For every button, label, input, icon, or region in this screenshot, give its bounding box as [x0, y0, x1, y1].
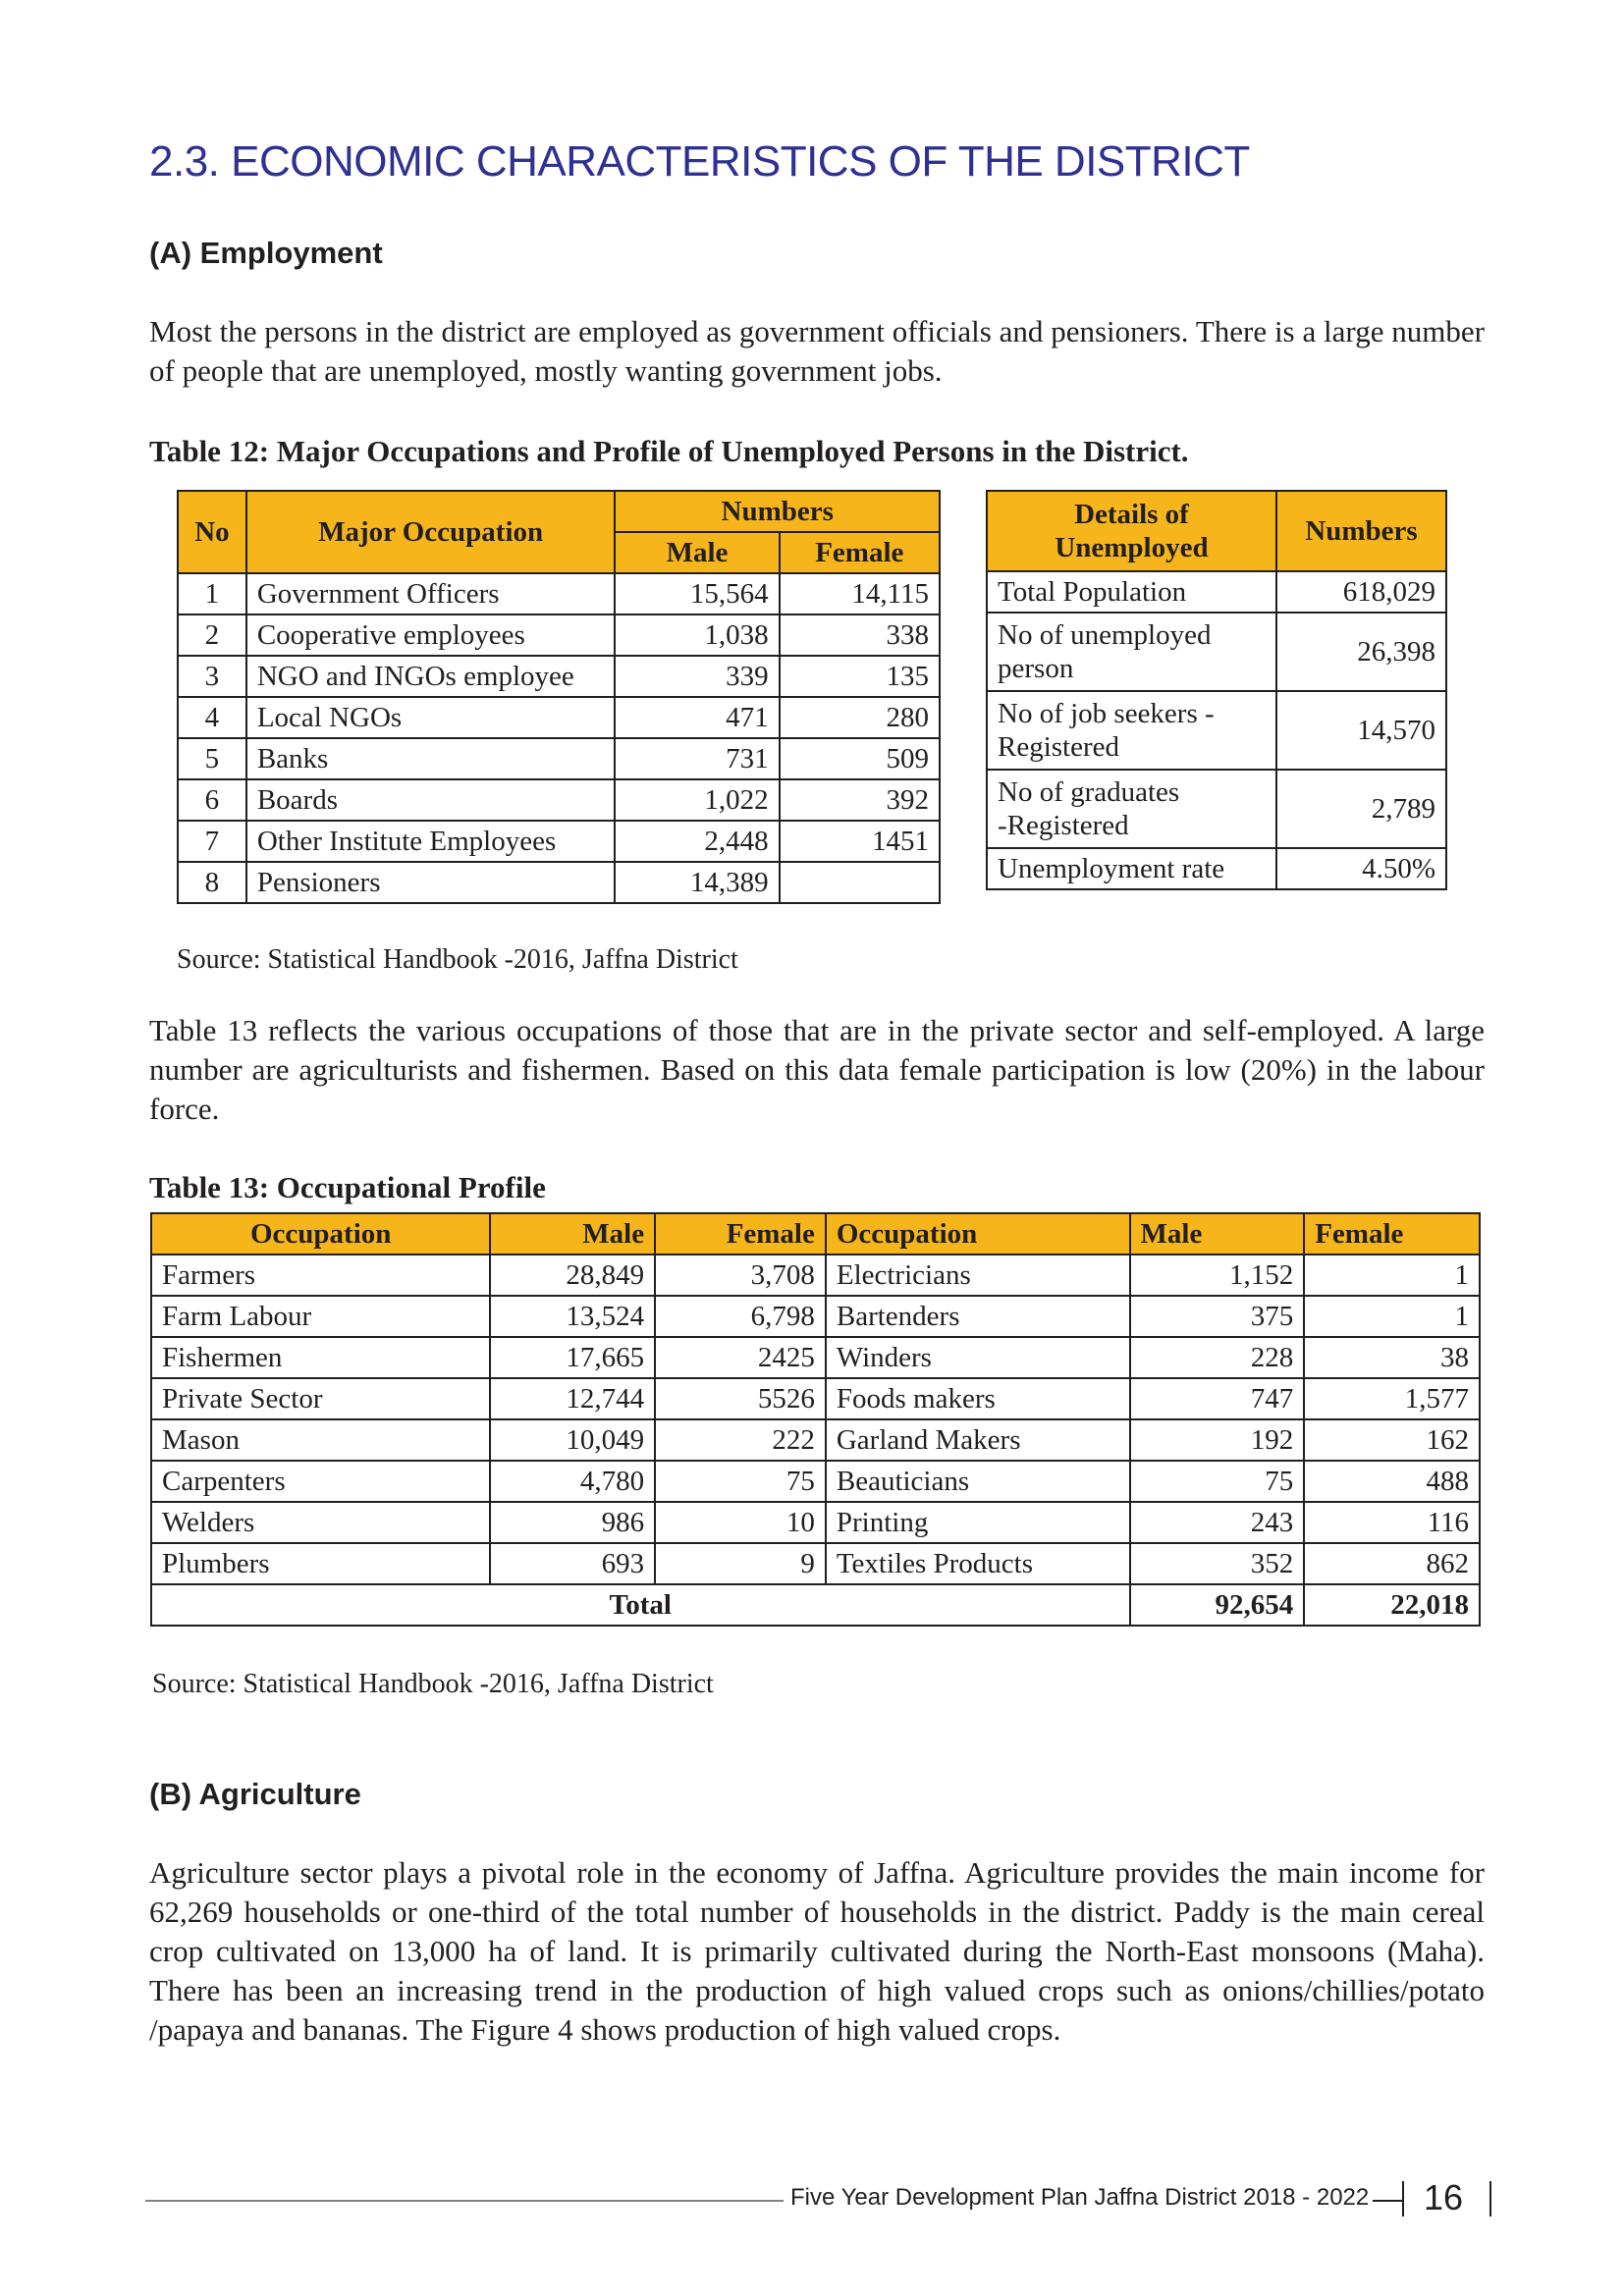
row-female-2: 38 — [1304, 1337, 1480, 1378]
row-male-2: 1,152 — [1130, 1255, 1305, 1296]
table-row — [178, 821, 940, 862]
row-male-2: 75 — [1130, 1461, 1305, 1502]
row-female: 75 — [655, 1461, 826, 1502]
col-header-numbers: Numbers — [615, 491, 940, 532]
employment-heading: (A) Employment — [149, 236, 383, 270]
row-female: 10 — [655, 1502, 826, 1543]
table-row — [987, 848, 1446, 889]
row-occupation: NGO and INGOs employee — [246, 656, 616, 697]
row-no: 6 — [178, 779, 246, 821]
total-label: Total — [151, 1584, 1130, 1626]
row-female: 14,115 — [780, 573, 940, 614]
row-occupation: Banks — [246, 738, 616, 779]
row-male: 12,744 — [490, 1378, 655, 1419]
row-no: 5 — [178, 738, 246, 779]
row-male-2: 375 — [1130, 1296, 1305, 1337]
row-value: 618,029 — [1276, 571, 1446, 613]
table-row — [178, 573, 940, 614]
row-occupation: Other Institute Employees — [246, 821, 616, 862]
row-occupation: Plumbers — [151, 1543, 490, 1584]
row-male: 986 — [490, 1502, 655, 1543]
table-row — [151, 1255, 1480, 1296]
row-female: 5526 — [655, 1378, 826, 1419]
row-label — [987, 691, 1276, 770]
row-occupation-2: Winders — [826, 1337, 1130, 1378]
total-row — [151, 1584, 1480, 1626]
row-male: 693 — [490, 1543, 655, 1584]
footer-text: Five Year Development Plan Jaffna District 2018 - 2022 — [790, 2184, 1370, 2211]
row-female: 509 — [780, 738, 940, 779]
table-row — [151, 1502, 1480, 1543]
row-occupation: Pensioners — [246, 862, 616, 903]
col-header-female-2: Female — [1304, 1213, 1480, 1255]
row-male: 1,022 — [615, 779, 779, 821]
col-header-numbers: Numbers — [1276, 491, 1446, 571]
row-male: 28,849 — [490, 1255, 655, 1296]
row-occupation: Welders — [151, 1502, 490, 1543]
table-row — [178, 738, 940, 779]
row-female: 2425 — [655, 1337, 826, 1378]
col-header-no: No — [178, 491, 246, 573]
col-header-male: Male — [490, 1213, 655, 1255]
details-header-line1: Details of — [1074, 499, 1189, 530]
row-female: 135 — [780, 656, 940, 697]
row-male: 471 — [615, 697, 779, 738]
occupations-table — [177, 490, 941, 904]
details-header-line2: Unemployed — [1055, 532, 1209, 563]
row-label — [987, 770, 1276, 848]
col-header-male: Male — [615, 532, 779, 573]
row-female-2: 1 — [1304, 1296, 1480, 1337]
row-male: 4,780 — [490, 1461, 655, 1502]
table-row — [151, 1543, 1480, 1584]
row-male-2: 228 — [1130, 1337, 1305, 1378]
col-header-occupation-2: Occupation — [826, 1213, 1130, 1255]
row-label-line2: person — [998, 653, 1074, 684]
row-occupation-2: Beauticians — [826, 1461, 1130, 1502]
row-occupation: Cooperative employees — [246, 614, 616, 656]
row-female-2: 1 — [1304, 1255, 1480, 1296]
col-header-details — [987, 491, 1276, 571]
table-row — [987, 613, 1446, 691]
col-header-occupation: Occupation — [151, 1213, 490, 1255]
table-row — [178, 614, 940, 656]
footer-dash — [1373, 2200, 1404, 2202]
row-male: 339 — [615, 656, 779, 697]
row-occupation: Farm Labour — [151, 1296, 490, 1337]
agriculture-heading: (B) Agriculture — [149, 1777, 361, 1811]
row-label-line1: No of job seekers - — [998, 698, 1215, 729]
row-female-2: 116 — [1304, 1502, 1480, 1543]
footer-divider-left — [1402, 2181, 1404, 2216]
row-male: 10,049 — [490, 1419, 655, 1461]
row-occupation-2: Printing — [826, 1502, 1130, 1543]
col-header-female: Female — [655, 1213, 826, 1255]
row-label-line2: Registered — [998, 731, 1120, 763]
col-header-occupation: Major Occupation — [246, 491, 616, 573]
row-value: 14,570 — [1276, 691, 1446, 770]
row-male: 14,389 — [615, 862, 779, 903]
row-female: 392 — [780, 779, 940, 821]
row-female: 222 — [655, 1419, 826, 1461]
unemployed-details-table — [986, 490, 1447, 890]
row-female-2: 162 — [1304, 1419, 1480, 1461]
row-female — [780, 862, 940, 903]
row-no: 2 — [178, 614, 246, 656]
row-female: 6,798 — [655, 1296, 826, 1337]
row-female: 1451 — [780, 821, 940, 862]
row-female: 3,708 — [655, 1255, 826, 1296]
section-title: 2.3. ECONOMIC CHARACTERISTICS OF THE DISTRICT — [149, 137, 1250, 186]
table13-intro-paragraph: Table 13 reflects the various occupations of those that are in the private sector and self-employed. A large number are agriculturists and fishermen. Based on this data female participation is low (20%) in the labour force. — [149, 1013, 1485, 1126]
row-no: 1 — [178, 573, 246, 614]
row-occupation-2: Bartenders — [826, 1296, 1130, 1337]
footer-divider-right — [1489, 2181, 1491, 2216]
footer-rule — [145, 2200, 784, 2202]
total-female: 22,018 — [1304, 1584, 1480, 1626]
table-row — [151, 1296, 1480, 1337]
row-value: 26,398 — [1276, 613, 1446, 691]
row-male-2: 192 — [1130, 1419, 1305, 1461]
table-row — [178, 862, 940, 903]
row-female-2: 862 — [1304, 1543, 1480, 1584]
row-female: 338 — [780, 614, 940, 656]
row-no: 4 — [178, 697, 246, 738]
table-row — [987, 571, 1446, 613]
agriculture-paragraph: Agriculture sector plays a pivotal role in the economy of Jaffna. Agriculture provides the main income for 62,269 households or one-third of the total number of households in the district. Paddy is the main cereal crop cultivated on 13,000 ha of land. It is primarily cultivated during the North-East monsoons (Maha). There has been an increasing trend in the production of high valued crops such as onions/chillies/potato /papaya and bananas. The Figure 4 shows production of high valued crops. — [149, 1855, 1485, 2047]
row-male-2: 747 — [1130, 1378, 1305, 1419]
row-no: 8 — [178, 862, 246, 903]
row-occupation: Carpenters — [151, 1461, 490, 1502]
table-row — [178, 697, 940, 738]
row-no: 7 — [178, 821, 246, 862]
row-occupation-2: Garland Makers — [826, 1419, 1130, 1461]
row-female: 280 — [780, 697, 940, 738]
table12-source: Source: Statistical Handbook -2016, Jaffna District — [177, 944, 738, 975]
employment-paragraph: Most the persons in the district are employed as government officials and pensioners. There is a large number of people that are unemployed, mostly wanting government jobs. — [149, 314, 1485, 388]
table-row — [178, 656, 940, 697]
row-occupation: Local NGOs — [246, 697, 616, 738]
row-label: Unemployment rate — [987, 848, 1276, 889]
row-male-2: 243 — [1130, 1502, 1305, 1543]
table-row — [987, 691, 1446, 770]
occupational-profile-table — [150, 1212, 1481, 1627]
table-row — [987, 770, 1446, 848]
row-occupation-2: Textiles Products — [826, 1543, 1130, 1584]
row-value: 2,789 — [1276, 770, 1446, 848]
row-occupation-2: Foods makers — [826, 1378, 1130, 1419]
row-male: 13,524 — [490, 1296, 655, 1337]
row-label: Total Population — [987, 571, 1276, 613]
row-male: 731 — [615, 738, 779, 779]
row-male: 17,665 — [490, 1337, 655, 1378]
row-female: 9 — [655, 1543, 826, 1584]
row-occupation: Mason — [151, 1419, 490, 1461]
row-occupation-2: Electricians — [826, 1255, 1130, 1296]
row-no: 3 — [178, 656, 246, 697]
table-row — [178, 779, 940, 821]
row-occupation: Boards — [246, 779, 616, 821]
row-label-line1: No of unemployed — [998, 619, 1212, 651]
total-male: 92,654 — [1130, 1584, 1305, 1626]
table-row — [151, 1337, 1480, 1378]
table12-caption: Table 12: Major Occupations and Profile of Unemployed Persons in the District. — [149, 434, 1189, 468]
row-value: 4.50% — [1276, 848, 1446, 889]
row-occupation: Government Officers — [246, 573, 616, 614]
table-row — [151, 1461, 1480, 1502]
col-header-male-2: Male — [1130, 1213, 1305, 1255]
row-female-2: 488 — [1304, 1461, 1480, 1502]
row-occupation: Private Sector — [151, 1378, 490, 1419]
row-label-line1: No of graduates — [998, 776, 1180, 808]
row-male: 15,564 — [615, 573, 779, 614]
row-female-2: 1,577 — [1304, 1378, 1480, 1419]
table13-source: Source: Statistical Handbook -2016, Jaffna District — [152, 1669, 714, 1699]
col-header-female: Female — [780, 532, 940, 573]
row-male: 2,448 — [615, 821, 779, 862]
row-male: 1,038 — [615, 614, 779, 656]
row-occupation: Farmers — [151, 1255, 490, 1296]
row-label-line2: -Registered — [998, 810, 1129, 841]
row-label — [987, 613, 1276, 691]
table-row — [151, 1419, 1480, 1461]
row-occupation: Fishermen — [151, 1337, 490, 1378]
table13-caption: Table 13: Occupational Profile — [149, 1170, 546, 1204]
page-number: 16 — [1424, 2177, 1464, 2217]
table-row — [151, 1378, 1480, 1419]
row-male-2: 352 — [1130, 1543, 1305, 1584]
